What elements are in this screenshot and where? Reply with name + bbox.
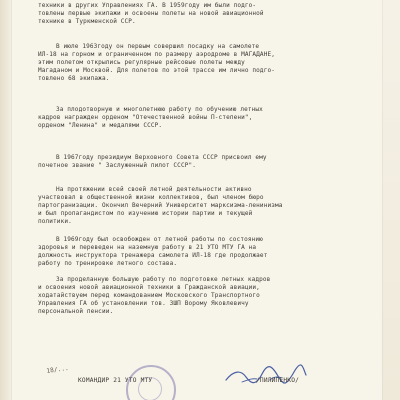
paragraph-1-line-1: техники в других Управлениях ГА. В 1959году им были подго- [38, 2, 257, 9]
paragraph-7-line-1: За проделанную большую работу по подготовке летных кадров [56, 276, 271, 283]
paragraph-4-line-1: В 1967году президиум Верховного Совета СССР присвоил ему [56, 154, 267, 161]
paragraph-1-line-2: товлены первые экипажи и освоены полеты на новой авиационной [38, 10, 264, 17]
signature-line-right: /ПИЛИПЕНКО/ [256, 377, 300, 384]
paragraph-5-line-4: и был пропагандистом по изучению истории партии и текущей [38, 210, 253, 217]
paragraph-2 [38, 43, 362, 83]
paragraph-7-line-5: персональной пенсии. [38, 308, 114, 315]
paragraph-2-line-1: В июле 1963году он первым совершил посадку на самолете [56, 43, 260, 50]
paragraph-1-line-3: технике в Туркменской ССР. [38, 18, 136, 25]
paragraph-5-line-3: партогранизации. Окончил Вечерний Университет марксизма-ленинизма [38, 202, 283, 209]
paragraph-5 [38, 186, 362, 226]
paragraph-5-line-1: На протяжении всей своей летной деятельности активно [56, 186, 252, 193]
paragraph-7-line-3: ходатайствуем перед командованием Московского Транспортного [38, 292, 260, 299]
paragraph-2-line-3: этим полетом открылись регулярные рейсовые полеты между [38, 59, 245, 66]
paragraph-5-line-5: политики. [38, 218, 72, 225]
paragraph-2-line-5: товлено 68 экипажа. [38, 75, 110, 82]
paragraph-1 [38, 2, 362, 26]
paper-edge [0, 0, 12, 400]
paragraph-7-line-2: и освоения новой авиационной техники в Гражданской авиации, [38, 284, 260, 291]
paragraph-6 [38, 236, 362, 268]
paragraph-5-line-2: участвовал в общественной жизни коллективов, был членом бюро [38, 194, 264, 201]
paragraph-2-line-2: ИЛ-18 на горном и ограниченном по размеру аэродроме в МАГАДАНЕ, [38, 51, 275, 58]
paragraph-3-line-1: За плодотворную и многолетнюю работу по обучению летных [56, 106, 263, 113]
paragraph-6-line-3: должность инструктора тренажера самолета ИЛ-18 где продолжает [38, 252, 268, 259]
paragraph-4 [38, 154, 362, 170]
paragraph-7 [38, 276, 362, 316]
paragraph-3 [38, 106, 362, 130]
signature-line-left: КОМАНДИР 21 УТО МТУ [78, 377, 153, 384]
signature-line [78, 377, 378, 391]
paragraph-6-line-1: В 1969году был освобожден от летной работы по состоянию [56, 236, 263, 243]
paragraph-3-line-3: орденом "Ленина" и медалями СССР. [38, 122, 163, 129]
paragraph-3-line-2: кадров награжден орденом "Отечественной войны П-степени", [38, 114, 253, 121]
paragraph-6-line-4: работу по тренировке летного состава. [38, 260, 178, 267]
paragraph-2-line-4: Магаданом и Москвой. Для полетов по этой трассе им лично подго- [38, 67, 275, 74]
paragraph-4-line-2: почетное звание " Заслуженный пилот СССР". [38, 162, 196, 169]
handwritten-date: 18/... [46, 364, 70, 375]
paragraph-7-line-4: Управления ГА об установлении тов. ЗШП Ворому Яковлевичу [38, 300, 249, 307]
paragraph-6-line-2: здоровья и переведен на наземную работу в 21 УТО МТУ ГА на [38, 244, 257, 251]
